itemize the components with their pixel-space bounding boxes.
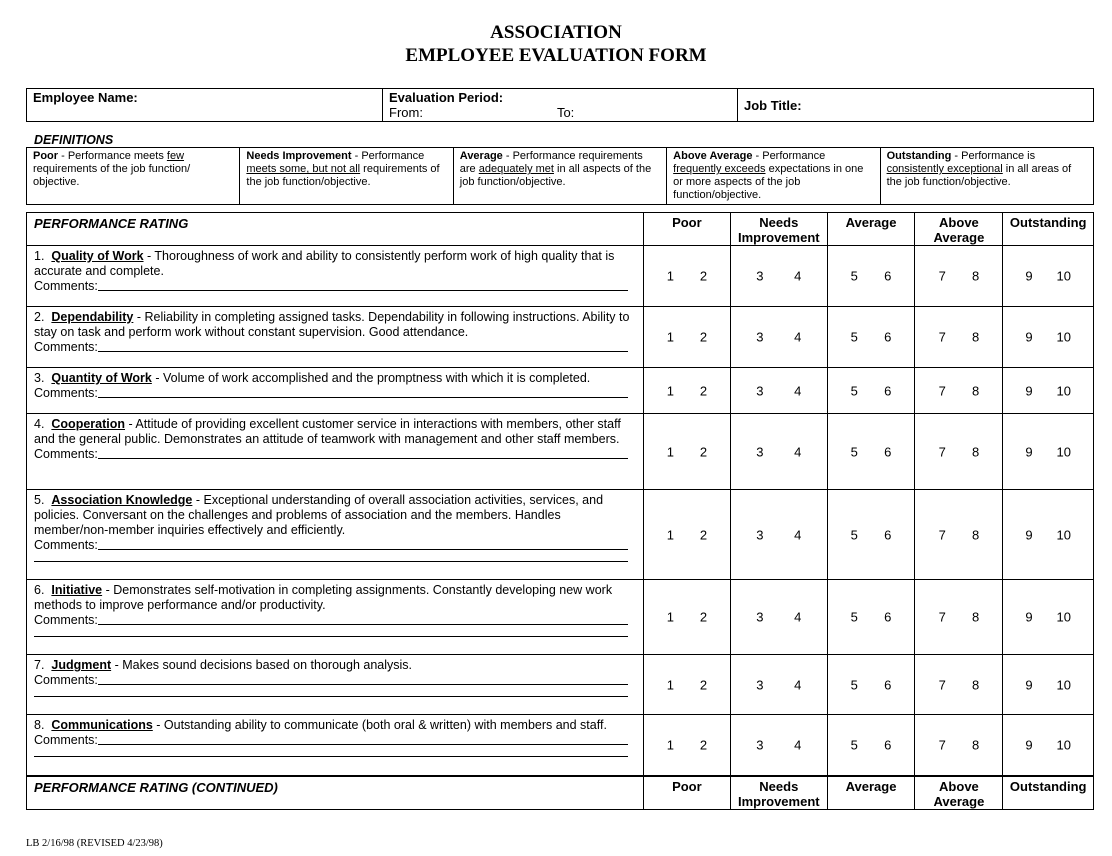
rating-value[interactable]: 2 (699, 527, 708, 542)
rating-value[interactable]: 6 (884, 609, 892, 625)
rating-choice-cell[interactable] (643, 414, 730, 490)
rating-value[interactable]: 7 (938, 527, 946, 542)
rating-value[interactable]: 3 (756, 677, 764, 692)
rating-value[interactable]: 8 (972, 527, 980, 542)
criterion-cell (27, 368, 644, 414)
rating-choice-cell[interactable] (1003, 490, 1094, 580)
job-title-label: Job Title: (744, 98, 802, 113)
rating-value[interactable]: 8 (972, 268, 980, 284)
rating-choice-cell[interactable] (1003, 655, 1094, 715)
rating-choice-cell[interactable] (1003, 368, 1094, 414)
criterion-number: 5. (34, 493, 45, 507)
definitions-label: DEFINITIONS (34, 133, 114, 147)
column-header-line2: Average (933, 230, 985, 245)
rating-value[interactable]: 1 (666, 383, 674, 398)
rating-continued-header-row (27, 776, 1094, 810)
rating-value[interactable]: 6 (884, 444, 892, 459)
rating-value[interactable]: 1 (666, 737, 674, 753)
comments-field[interactable] (34, 733, 636, 748)
definition-key: few (166, 150, 185, 162)
comments-field[interactable] (34, 279, 636, 294)
definition-text: requirements of the job function/ objective. (33, 163, 191, 188)
definition-1 (240, 148, 453, 205)
column-header-line2: Improvement (737, 230, 820, 245)
comments-field[interactable] (34, 340, 636, 355)
rating-choice-cell[interactable] (915, 490, 1003, 580)
rating-choice-cell[interactable] (827, 307, 915, 368)
rating-value[interactable]: 4 (794, 527, 802, 542)
rating-value[interactable]: 4 (794, 383, 802, 398)
column-header-line1: Outstanding (1009, 778, 1087, 794)
rating-value[interactable]: 3 (756, 444, 764, 459)
criterion-row (27, 307, 1094, 368)
rating-column-header (827, 776, 915, 810)
rating-value[interactable]: 3 (756, 527, 764, 542)
rating-column-header (1003, 776, 1094, 810)
rating-choice-cell[interactable] (915, 580, 1003, 655)
rating-column-header (731, 776, 828, 810)
definition-term: Above Average (673, 150, 753, 162)
rating-choice-cell[interactable] (827, 414, 915, 490)
comments-label: Comments: (34, 340, 98, 354)
rating-value[interactable]: 7 (938, 737, 946, 753)
rating-value[interactable]: 3 (756, 609, 764, 625)
definition-text: - Performance requirements are (459, 150, 643, 175)
rating-value[interactable]: 8 (972, 677, 980, 692)
rating-value[interactable]: 3 (756, 737, 764, 753)
criterion-name: Association Knowledge (51, 493, 193, 507)
rating-choice-cell[interactable] (1003, 414, 1094, 490)
criterion-description: - Attitude of providing excellent customer service in interactions with members, other staff and the general public. Demonstrates an attitude of teamwork with management and other staff members. (34, 417, 621, 446)
criterion-number: 1. (34, 249, 45, 263)
revision-footer: LB 2/16/98 (REVISED 4/23/98) (26, 838, 163, 849)
rating-value[interactable]: 1 (666, 268, 674, 284)
rating-value[interactable]: 2 (699, 268, 708, 284)
rating-choice-cell[interactable] (827, 490, 915, 580)
comments-line[interactable] (98, 673, 628, 685)
rating-value[interactable]: 9 (1025, 677, 1033, 692)
rating-choice-cell[interactable] (915, 246, 1003, 307)
criterion-number: 4. (34, 417, 45, 431)
rating-choice-cell[interactable] (643, 246, 730, 307)
criterion-row (27, 368, 1094, 414)
rating-value[interactable]: 6 (884, 737, 892, 753)
rating-value[interactable]: 8 (972, 444, 980, 459)
definition-text: - Performance is (951, 150, 1036, 162)
rating-value[interactable]: 9 (1025, 444, 1033, 459)
rating-choice-cell[interactable] (915, 414, 1003, 490)
rating-choice-cell[interactable] (643, 655, 730, 715)
definition-3 (667, 148, 880, 205)
rating-value[interactable]: 4 (794, 329, 802, 345)
rating-value[interactable]: 5 (850, 737, 858, 753)
rating-value[interactable]: 1 (666, 527, 674, 542)
definition-text: - Performance (351, 150, 425, 162)
rating-value[interactable]: 3 (756, 329, 764, 345)
comments-label: Comments: (34, 733, 98, 747)
criterion-description: - Reliability in completing assigned tasks. Dependability in following instructions. Ability to stay on task and perform work without constant supervision. Good attendance. (34, 310, 630, 339)
comments-line[interactable] (98, 538, 628, 550)
rating-choice-cell[interactable] (731, 715, 828, 776)
comments-field[interactable] (34, 386, 636, 401)
rating-choice-cell[interactable] (731, 368, 828, 414)
criterion-description: - Volume of work accomplished and the promptness with which it is completed. (151, 371, 591, 385)
rating-value[interactable]: 10 (1056, 677, 1072, 692)
rating-value[interactable]: 10 (1056, 609, 1072, 625)
rating-value[interactable]: 3 (756, 383, 764, 398)
rating-value[interactable]: 2 (699, 444, 708, 459)
rating-value[interactable]: 5 (850, 444, 858, 459)
criterion-row (27, 715, 1094, 776)
rating-choice-cell[interactable] (827, 368, 915, 414)
criterion-number: 3. (34, 371, 45, 385)
rating-value[interactable]: 9 (1025, 329, 1033, 345)
rating-value[interactable]: 3 (756, 268, 764, 284)
rating-choice-cell[interactable] (1003, 580, 1094, 655)
criterion-number: 8. (34, 718, 45, 732)
rating-value[interactable]: 5 (850, 329, 858, 345)
employee-name-field[interactable] (27, 89, 383, 122)
rating-value[interactable]: 9 (1025, 383, 1033, 398)
rating-choice-cell[interactable] (643, 368, 730, 414)
definition-term: Poor (33, 150, 59, 162)
rating-choice-cell[interactable] (643, 490, 730, 580)
comments-field[interactable] (34, 538, 636, 553)
rating-value[interactable]: 2 (699, 329, 708, 345)
rating-choice-cell[interactable] (827, 246, 915, 307)
criterion-cell (27, 580, 644, 655)
comments-line-extra[interactable] (34, 696, 628, 697)
rating-value[interactable]: 7 (938, 677, 946, 692)
rating-choice-cell[interactable] (1003, 307, 1094, 368)
comments-line[interactable] (98, 340, 628, 352)
comments-label: Comments: (34, 613, 98, 627)
comments-label: Comments: (34, 386, 98, 400)
from-label: From: (389, 105, 423, 120)
rating-value[interactable]: 1 (666, 444, 674, 459)
column-header-line1: Average (845, 778, 897, 794)
definition-term: Outstanding (886, 150, 952, 162)
comments-line-extra[interactable] (34, 561, 628, 562)
rating-header-label: PERFORMANCE RATING (27, 213, 644, 246)
job-title-field[interactable] (738, 89, 1094, 122)
definition-text: expectations in one or more aspects of the job function/objective. (673, 163, 864, 201)
rating-choice-cell[interactable] (1003, 715, 1094, 776)
rating-value[interactable]: 7 (938, 383, 946, 398)
criterion-name: Communications (51, 718, 153, 732)
criterion-name: Quality of Work (51, 249, 144, 263)
employee-header-table (26, 88, 1094, 122)
evaluation-period-field[interactable] (383, 89, 738, 122)
rating-value[interactable]: 5 (850, 527, 858, 542)
criterion-cell (27, 715, 644, 776)
rating-column-header (643, 776, 730, 810)
rating-value[interactable]: 1 (666, 677, 674, 692)
comments-line-extra[interactable] (34, 756, 628, 757)
definition-text: in all aspects of the job function/objective. (459, 163, 652, 188)
definition-text: requirements of the job function/objective. (246, 163, 440, 188)
criterion-description: - Outstanding ability to communicate (both oral & written) with members and staff. (152, 718, 607, 732)
rating-column-header (1003, 213, 1094, 246)
rating-value[interactable]: 4 (794, 268, 802, 284)
rating-column-header (915, 213, 1003, 246)
rating-value[interactable]: 4 (794, 677, 802, 692)
rating-column-header (643, 213, 730, 246)
rating-value[interactable]: 7 (938, 444, 946, 459)
rating-header-row (27, 213, 1094, 246)
rating-choice-cell[interactable] (643, 715, 730, 776)
rating-value[interactable]: 8 (972, 609, 980, 625)
definition-key: consistently exceptional (886, 163, 1003, 175)
rating-value[interactable]: 10 (1056, 527, 1072, 542)
rating-choice-cell[interactable] (915, 655, 1003, 715)
column-header-line2: Average (933, 793, 985, 809)
column-header-line1: Average (845, 215, 897, 230)
criterion-description: - Makes sound decisions based on thorough analysis. (111, 658, 412, 672)
rating-value[interactable]: 8 (972, 329, 980, 345)
column-header-line1: Outstanding (1009, 215, 1087, 230)
rating-value[interactable]: 9 (1025, 737, 1033, 753)
criterion-cell (27, 490, 644, 580)
rating-choice-cell[interactable] (731, 307, 828, 368)
rating-value[interactable]: 1 (666, 609, 674, 625)
criterion-row (27, 414, 1094, 490)
column-header-line1: Needs (759, 778, 799, 794)
rating-value[interactable]: 10 (1056, 268, 1072, 284)
rating-choice-cell[interactable] (915, 307, 1003, 368)
criterion-row (27, 655, 1094, 715)
comments-line[interactable] (98, 733, 628, 745)
criterion-number: 7. (34, 658, 45, 672)
criterion-cell (27, 414, 644, 490)
rating-value[interactable]: 9 (1025, 268, 1033, 284)
form-title: ASSOCIATION (490, 22, 622, 43)
rating-choice-cell[interactable] (915, 715, 1003, 776)
definition-text: in all areas of the job function/objective. (886, 163, 1072, 188)
rating-choice-cell[interactable] (643, 580, 730, 655)
rating-value[interactable]: 6 (884, 677, 892, 692)
comments-field[interactable] (34, 613, 636, 628)
rating-choice-cell[interactable] (827, 655, 915, 715)
comments-line[interactable] (98, 386, 628, 398)
definition-4 (880, 148, 1093, 205)
criterion-cell (27, 246, 644, 307)
rating-value[interactable]: 2 (699, 383, 708, 398)
definition-2 (453, 148, 666, 205)
comments-field[interactable] (34, 447, 636, 462)
criterion-description: - Exceptional understanding of overall association activities, services, and policies. Conversant on the challenges and problems of association and the members. Handles member/non-member inquiries effectively and efficiently. (34, 493, 604, 537)
rating-column-header (915, 776, 1003, 810)
rating-value[interactable]: 9 (1025, 609, 1033, 625)
evaluation-period-label: Evaluation Period: (389, 90, 504, 105)
performance-rating-table (26, 212, 1094, 810)
rating-choice-cell[interactable] (731, 414, 828, 490)
column-header-line1: Poor (672, 778, 702, 794)
rating-choice-cell[interactable] (1003, 246, 1094, 307)
rating-value[interactable]: 9 (1025, 527, 1033, 542)
comments-line[interactable] (98, 613, 628, 625)
rating-value[interactable]: 10 (1056, 737, 1072, 753)
column-header-line1: Needs (759, 215, 799, 230)
rating-choice-cell[interactable] (827, 715, 915, 776)
definition-text: - Performance meets (58, 150, 167, 162)
criterion-description: - Demonstrates self-motivation in completing assignments. Constantly developing new work methods to improve performance and/or productivity. (34, 583, 613, 612)
definition-key: meets some, but not all (246, 163, 361, 175)
rating-value[interactable]: 2 (699, 677, 708, 692)
definitions-table (26, 147, 1094, 205)
rating-header-label: PERFORMANCE RATING (CONTINUED) (27, 776, 644, 810)
comments-line-extra[interactable] (34, 636, 628, 637)
criterion-number: 6. (34, 583, 45, 597)
rating-choice-cell[interactable] (731, 655, 828, 715)
column-header-line1: Poor (672, 215, 702, 230)
rating-value[interactable]: 7 (938, 329, 946, 345)
rating-value[interactable]: 6 (884, 329, 892, 345)
criterion-name: Judgment (51, 658, 112, 672)
rating-value[interactable]: 5 (850, 383, 858, 398)
rating-column-header (827, 213, 915, 246)
rating-choice-cell[interactable] (915, 368, 1003, 414)
rating-value[interactable]: 6 (884, 527, 892, 542)
comments-label: Comments: (34, 279, 98, 293)
criterion-row (27, 580, 1094, 655)
rating-value[interactable]: 8 (972, 737, 980, 753)
form-subtitle: EMPLOYEE EVALUATION FORM (405, 45, 707, 66)
comments-label: Comments: (34, 538, 98, 552)
column-header-line2: Improvement (737, 793, 820, 809)
criterion-cell (27, 307, 644, 368)
comments-line[interactable] (98, 447, 628, 459)
employee-name-label: Employee Name: (33, 90, 138, 105)
criterion-number: 2. (34, 310, 45, 324)
rating-value[interactable]: 2 (699, 609, 708, 625)
definition-term: Needs Improvement (246, 150, 352, 162)
criterion-name: Cooperation (51, 417, 125, 431)
criterion-cell (27, 655, 644, 715)
criterion-description: - Thoroughness of work and ability to consistently perform work of high quality that is accurate and complete. (34, 249, 615, 278)
comments-field[interactable] (34, 673, 636, 688)
rating-value[interactable]: 5 (850, 609, 858, 625)
criterion-name: Dependability (51, 310, 134, 324)
comments-label: Comments: (34, 447, 98, 461)
criterion-name: Initiative (51, 583, 103, 597)
definition-text: - Performance (752, 150, 826, 162)
rating-column-header (731, 213, 828, 246)
rating-value[interactable]: 2 (699, 737, 708, 753)
criterion-name: Quantity of Work (51, 371, 152, 385)
definition-key: frequently exceeds (673, 163, 766, 175)
rating-value[interactable]: 10 (1056, 383, 1072, 398)
rating-value[interactable]: 7 (938, 609, 946, 625)
column-header-line1: Above (939, 215, 979, 230)
rating-choice-cell[interactable] (643, 307, 730, 368)
rating-value[interactable]: 1 (666, 329, 674, 345)
rating-value[interactable]: 10 (1056, 329, 1072, 345)
definition-0 (27, 148, 240, 205)
rating-value[interactable]: 8 (972, 383, 980, 398)
rating-value[interactable]: 5 (850, 268, 858, 284)
criterion-row (27, 246, 1094, 307)
rating-choice-cell[interactable] (731, 580, 828, 655)
comments-line[interactable] (98, 279, 628, 291)
rating-value[interactable]: 4 (794, 444, 802, 459)
rating-choice-cell[interactable] (827, 580, 915, 655)
definition-term: Average (459, 150, 503, 162)
rating-value[interactable]: 7 (938, 268, 946, 284)
to-label: To: (556, 105, 575, 120)
rating-value[interactable]: 10 (1056, 444, 1072, 459)
column-header-line1: Above (939, 778, 979, 794)
rating-value[interactable]: 6 (884, 268, 892, 284)
rating-value[interactable]: 4 (794, 737, 802, 753)
criterion-row (27, 490, 1094, 580)
definition-key: adequately met (478, 163, 554, 175)
rating-value[interactable]: 4 (794, 609, 802, 625)
rating-choice-cell[interactable] (731, 246, 828, 307)
rating-value[interactable]: 5 (850, 677, 858, 692)
rating-value[interactable]: 6 (884, 383, 892, 398)
comments-label: Comments: (34, 673, 98, 687)
rating-choice-cell[interactable] (731, 490, 828, 580)
